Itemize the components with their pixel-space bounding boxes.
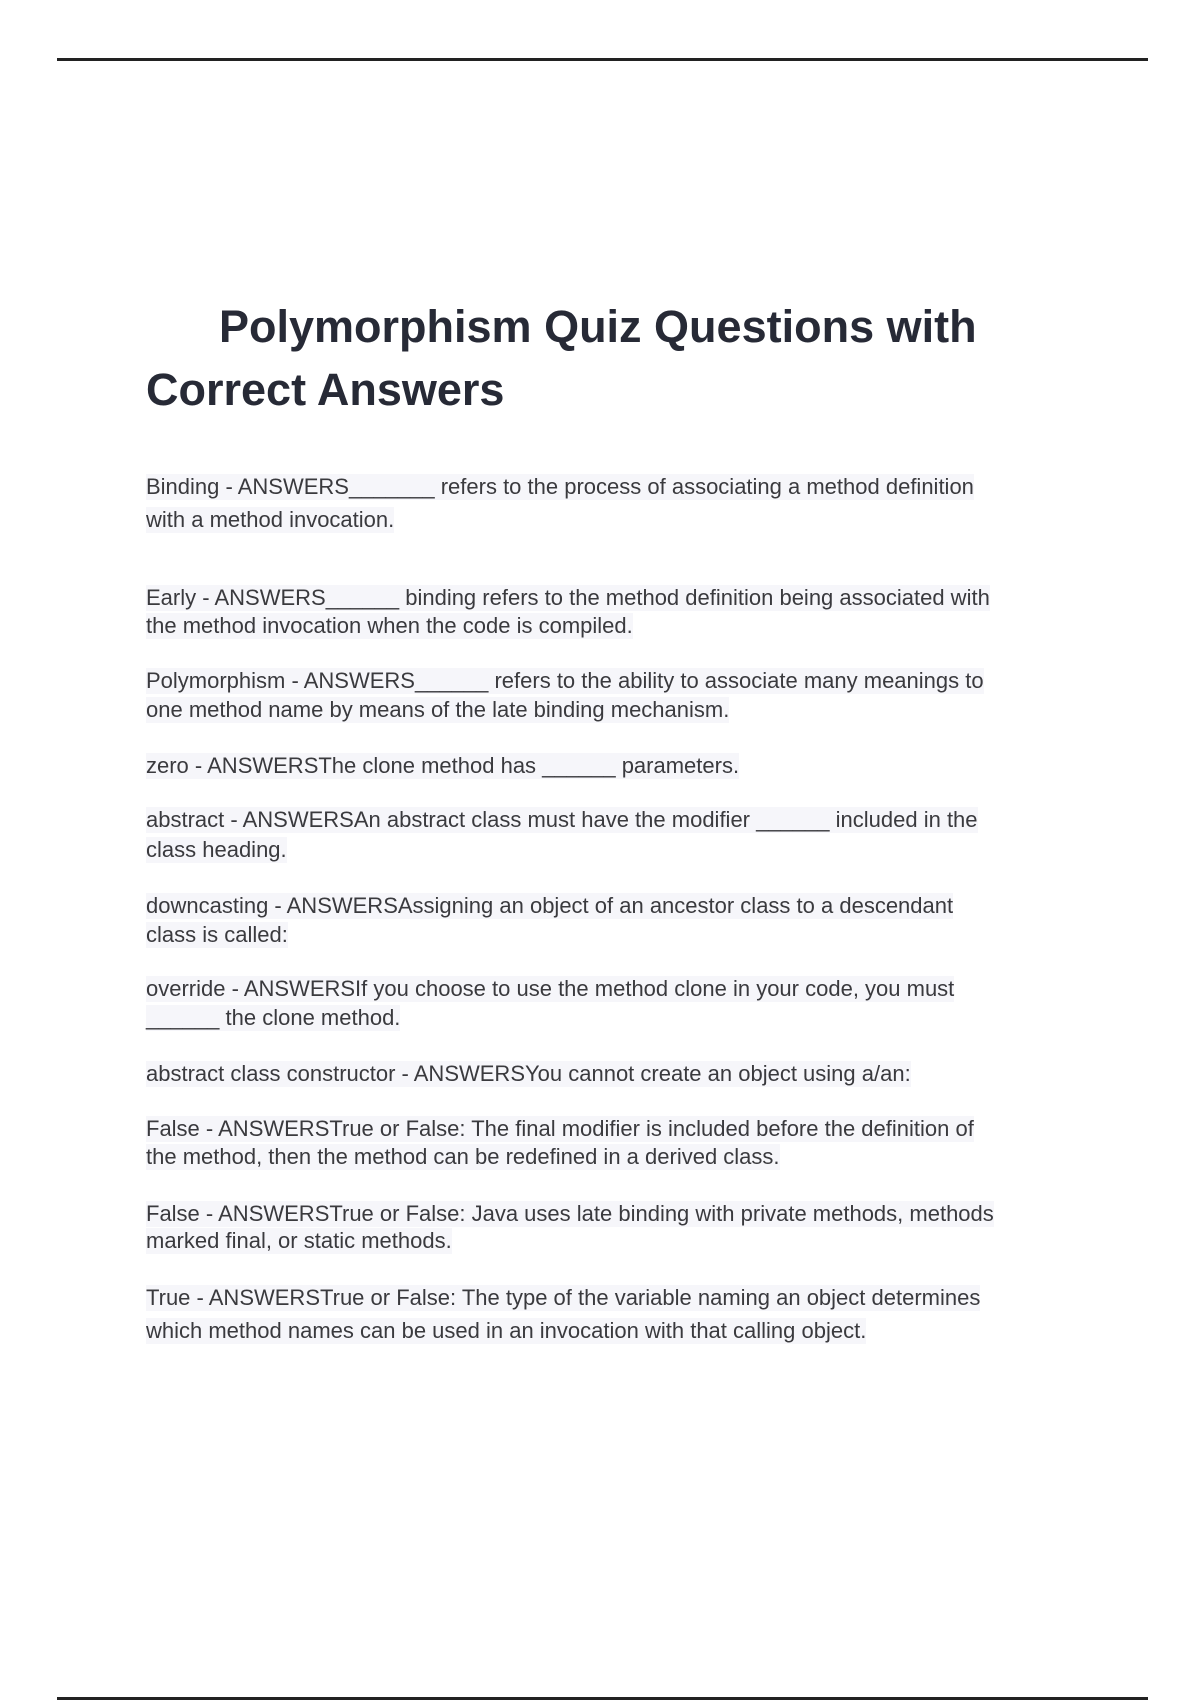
page-title-line-2: Correct Answers xyxy=(146,364,505,415)
entry-line: False - ANSWERSTrue or False: The final modifier is included before the definition of xyxy=(146,1116,974,1141)
entry-line: the method, then the method can be redefined in a derived class. xyxy=(146,1144,780,1169)
top-rule xyxy=(57,58,1148,61)
entry-line: which method names can be used in an invocation with that calling object. xyxy=(146,1318,867,1343)
entry-line: class is called: xyxy=(146,922,288,947)
entry-line: with a method invocation. xyxy=(146,507,395,532)
entry-line: the method invocation when the code is compiled. xyxy=(146,613,633,638)
entry-line: Polymorphism - ANSWERS______ refers to the ability to associate many meanings to xyxy=(146,668,984,693)
entry-line: one method name by means of the late binding mechanism. xyxy=(146,697,730,722)
entry-line: override - ANSWERSIf you choose to use the method clone in your code, you must xyxy=(146,976,955,1001)
entry-line: Binding - ANSWERS_______ refers to the process of associating a method definition xyxy=(146,474,974,499)
entry-line: downcasting - ANSWERSAssigning an object of an ancestor class to a descendant xyxy=(146,893,954,918)
page-title-line-1: Polymorphism Quiz Questions with xyxy=(219,301,977,352)
entry-line: abstract - ANSWERSAn abstract class must have the modifier ______ included in the xyxy=(146,807,978,832)
entry-line: class heading. xyxy=(146,837,287,862)
entry-line: marked final, or static methods. xyxy=(146,1228,452,1253)
entry-line: zero - ANSWERSThe clone method has ______ parameters. xyxy=(146,753,740,778)
entry-line: Early - ANSWERS______ binding refers to the method definition being associated with xyxy=(146,585,990,610)
entry-line: False - ANSWERSTrue or False: Java uses late binding with private methods, methods xyxy=(146,1201,994,1226)
entry-line: ______ the clone method. xyxy=(146,1005,401,1030)
entry-line: abstract class constructor - ANSWERSYou cannot create an object using a/an: xyxy=(146,1061,911,1086)
entry-line: True - ANSWERSTrue or False: The type of the variable naming an object determines xyxy=(146,1285,981,1310)
